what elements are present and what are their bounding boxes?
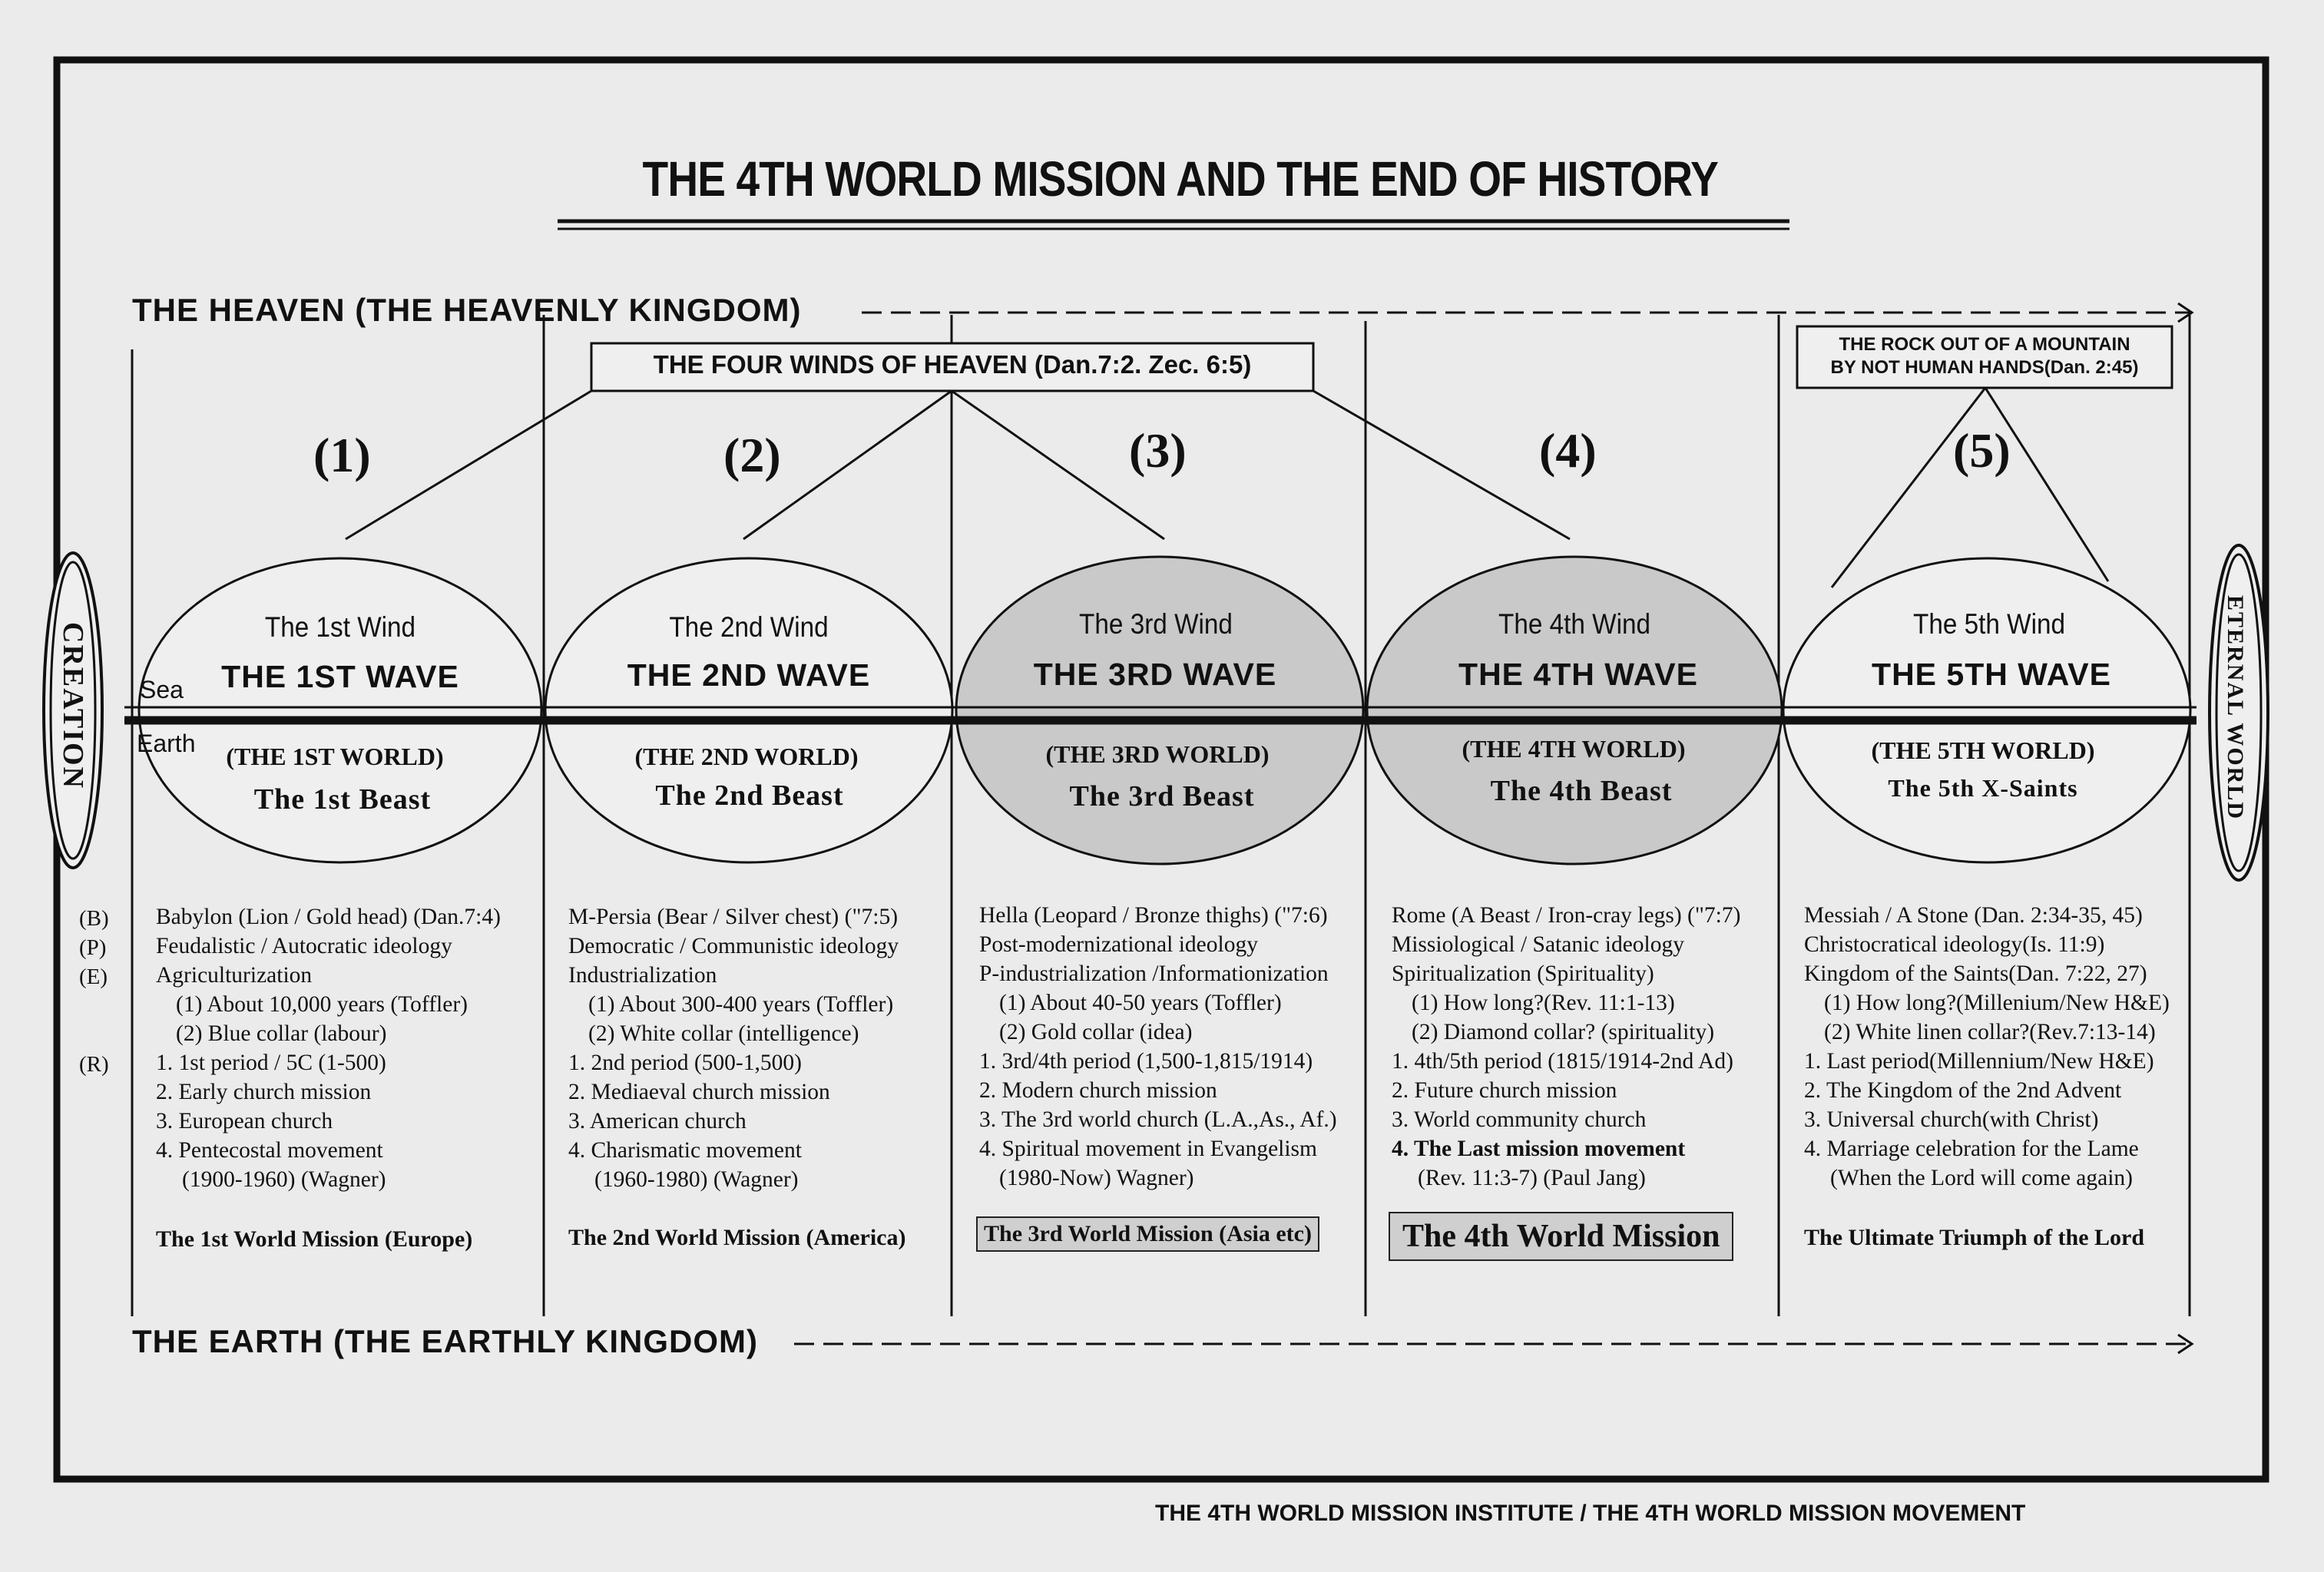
- col1-line: 1. 1st period / 5C (1-500): [156, 1051, 386, 1075]
- column-4: [1392, 901, 1740, 1193]
- beast-2: The 2nd Beast: [655, 779, 844, 812]
- wave-5: THE 5TH WAVE: [1872, 657, 2111, 692]
- wave-2: THE 2ND WAVE: [627, 657, 871, 693]
- beast-1: The 1st Beast: [253, 783, 432, 816]
- wave-number-2: (2): [723, 428, 781, 482]
- col5-line: 1. Last period(Millennium/New H&E): [1804, 1049, 2154, 1074]
- col1-line: 3. European church: [156, 1109, 333, 1133]
- wave-oval-3: [956, 557, 1363, 864]
- four-winds-label: THE FOUR WINDS OF HEAVEN (Dan.7:2. Zec. 6:5): [653, 350, 1252, 379]
- col4-line: 4. The Last mission movement: [1392, 1137, 1686, 1161]
- wind-3: The 3rd Wind: [1079, 608, 1233, 640]
- rock-label-line2: BY NOT HUMAN HANDS(Dan. 2:45): [1830, 357, 2139, 378]
- col3-line: (2) Gold collar (idea): [999, 1020, 1193, 1044]
- col3-line: 2. Modern church mission: [979, 1078, 1217, 1103]
- row-label-r: (R): [79, 1052, 109, 1077]
- footer-credit: THE 4TH WORLD MISSION INSTITUTE / THE 4TH WORLD MISSION MOVEMENT: [1155, 1501, 2026, 1526]
- rock-ray-right: [1985, 388, 2108, 581]
- column-5: [1804, 901, 2170, 1193]
- wave-number-5: (5): [1953, 423, 2011, 478]
- wave-number-4: (4): [1539, 423, 1597, 478]
- col5-line: 3. Universal church(with Christ): [1804, 1107, 2099, 1132]
- wave-oval-2: [545, 558, 952, 862]
- col4-line: Missiological / Satanic ideology: [1392, 932, 1684, 957]
- col3-line: (1) About 40-50 years (Toffler): [999, 991, 1282, 1015]
- col4-line: 2. Future church mission: [1392, 1078, 1617, 1103]
- wave-oval-5: [1783, 558, 2190, 862]
- col5-line: (2) White linen collar?(Rev.7:13-14): [1824, 1020, 2156, 1044]
- col5-line: Messiah / A Stone (Dan. 2:34-35, 45): [1804, 903, 2143, 928]
- rock-label: [1797, 333, 2172, 379]
- heaven-label: THE HEAVEN (THE HEAVENLY KINGDOM): [132, 292, 802, 328]
- wave-oval-4: [1367, 557, 1782, 864]
- wind-2: The 2nd Wind: [669, 611, 829, 643]
- earth-short-label: Earth: [137, 730, 196, 757]
- wave-number-1: (1): [313, 428, 371, 482]
- col1-line: Feudalistic / Autocratic ideology: [156, 934, 452, 958]
- column-2: [568, 902, 899, 1194]
- col4-line: (1) How long?(Rev. 11:1-13): [1412, 991, 1675, 1015]
- col4-line: (Rev. 11:3-7) (Paul Jang): [1418, 1166, 1646, 1190]
- col1-line: Babylon (Lion / Gold head) (Dan.7:4): [156, 905, 501, 929]
- world-3: (THE 3RD WORLD): [1045, 740, 1270, 768]
- beast-3: The 3rd Beast: [1069, 780, 1255, 812]
- mission-3: The 3rd World Mission (Asia etc): [976, 1216, 1319, 1252]
- col3-line: Post-modernizational ideology: [979, 932, 1258, 957]
- wave-oval-1: [139, 558, 541, 862]
- col1-line: (1900-1960) (Wagner): [182, 1167, 386, 1192]
- col5-line: 2. The Kingdom of the 2nd Advent: [1804, 1078, 2122, 1103]
- earth-label: THE EARTH (THE EARTHLY KINGDOM): [132, 1323, 759, 1359]
- col4-line: 1. 4th/5th period (1815/1914-2nd Ad): [1392, 1049, 1733, 1074]
- page-title: THE 4TH WORLD MISSION AND THE END OF HISTORY: [642, 151, 1718, 207]
- wind-1: The 1st Wind: [264, 611, 416, 643]
- col2-line: M-Persia (Bear / Silver chest) ("7:5): [568, 905, 899, 929]
- col1-line: 2. Early church mission: [156, 1080, 372, 1104]
- col4-line: (2) Diamond collar? (spirituality): [1412, 1020, 1715, 1044]
- sea-label: Sea: [140, 676, 184, 703]
- col3-line: 1. 3rd/4th period (1,500-1,815/1914): [979, 1049, 1313, 1074]
- col2-line: 2. Mediaeval church mission: [568, 1080, 830, 1104]
- beast-5: The 5th X-Saints: [1888, 774, 2078, 802]
- col1-line: Agriculturization: [156, 963, 313, 988]
- col5-line: Christocratical ideology(Is. 11:9): [1804, 932, 2105, 957]
- col5-line: 4. Marriage celebration for the Lame: [1804, 1137, 2139, 1161]
- col3-line: 4. Spiritual movement in Evangelism: [979, 1137, 1317, 1161]
- column-3: [979, 901, 1337, 1193]
- col2-line: 1. 2nd period (500-1,500): [568, 1051, 802, 1075]
- mission-5: The Ultimate Triumph of the Lord: [1804, 1225, 2145, 1250]
- wind-4: The 4th Wind: [1498, 608, 1651, 640]
- col3-line: 3. The 3rd world church (L.A.,As., Af.): [979, 1107, 1337, 1132]
- col2-line: Democratic / Communistic ideology: [568, 934, 899, 958]
- col3-line: Hella (Leopard / Bronze thighs) ("7:6): [979, 903, 1328, 928]
- mission-2: The 2nd World Mission (America): [568, 1225, 906, 1250]
- col1-line: (2) Blue collar (labour): [176, 1021, 387, 1046]
- world-2: (THE 2ND WORLD): [634, 743, 859, 770]
- col2-line: 4. Charismatic movement: [568, 1138, 802, 1163]
- beast-4: The 4th Beast: [1490, 775, 1673, 807]
- col4-line: Spiritualization (Spirituality): [1392, 961, 1654, 986]
- row-label-e: (E): [79, 965, 108, 989]
- wave-1: THE 1ST WAVE: [221, 659, 459, 694]
- col5-line: (When the Lord will come again): [1830, 1166, 2134, 1190]
- col2-line: (1) About 300-400 years (Toffler): [588, 992, 894, 1017]
- creation-label: CREATION: [57, 622, 89, 789]
- world-1: (THE 1ST WORLD): [226, 743, 444, 770]
- world-4: (THE 4TH WORLD): [1462, 735, 1686, 763]
- wind-ray-1: [346, 391, 591, 539]
- eternal-world-label: ETERNAL WORLD: [2223, 595, 2248, 821]
- rock-ray-left: [1832, 388, 1985, 587]
- world-5: (THE 5TH WORLD): [1871, 736, 2095, 764]
- col5-line: Kingdom of the Saints(Dan. 7:22, 27): [1804, 961, 2147, 986]
- row-label-b: (B): [79, 906, 109, 931]
- row-label-p: (P): [79, 935, 107, 960]
- col3-line: P-industrialization /Informationization: [979, 961, 1329, 986]
- wind-ray-4: [1313, 391, 1570, 539]
- col1-line: (1) About 10,000 years (Toffler): [176, 992, 468, 1017]
- col5-line: (1) How long?(Millenium/New H&E): [1824, 991, 2170, 1015]
- col2-line: 3. American church: [568, 1109, 747, 1133]
- col1-line: 4. Pentecostal movement: [156, 1138, 383, 1163]
- col3-line: (1980-Now) Wagner): [999, 1166, 1194, 1190]
- col2-line: Industrialization: [568, 963, 717, 988]
- col4-line: 3. World community church: [1392, 1107, 1647, 1132]
- col2-line: (1960-1980) (Wagner): [594, 1167, 799, 1192]
- mission-4: The 4th World Mission: [1389, 1212, 1733, 1261]
- wave-number-3: (3): [1129, 423, 1187, 478]
- rock-label-line1: THE ROCK OUT OF A MOUNTAIN: [1839, 334, 2130, 355]
- mission-1: The 1st World Mission (Europe): [156, 1226, 473, 1252]
- wave-4: THE 4TH WAVE: [1458, 657, 1698, 692]
- column-1: [156, 902, 501, 1194]
- col2-line: (2) White collar (intelligence): [588, 1021, 859, 1046]
- col4-line: Rome (A Beast / Iron-cray legs) ("7:7): [1392, 903, 1741, 928]
- wind-5: The 5th Wind: [1912, 608, 2066, 640]
- wave-3: THE 3RD WAVE: [1033, 657, 1277, 692]
